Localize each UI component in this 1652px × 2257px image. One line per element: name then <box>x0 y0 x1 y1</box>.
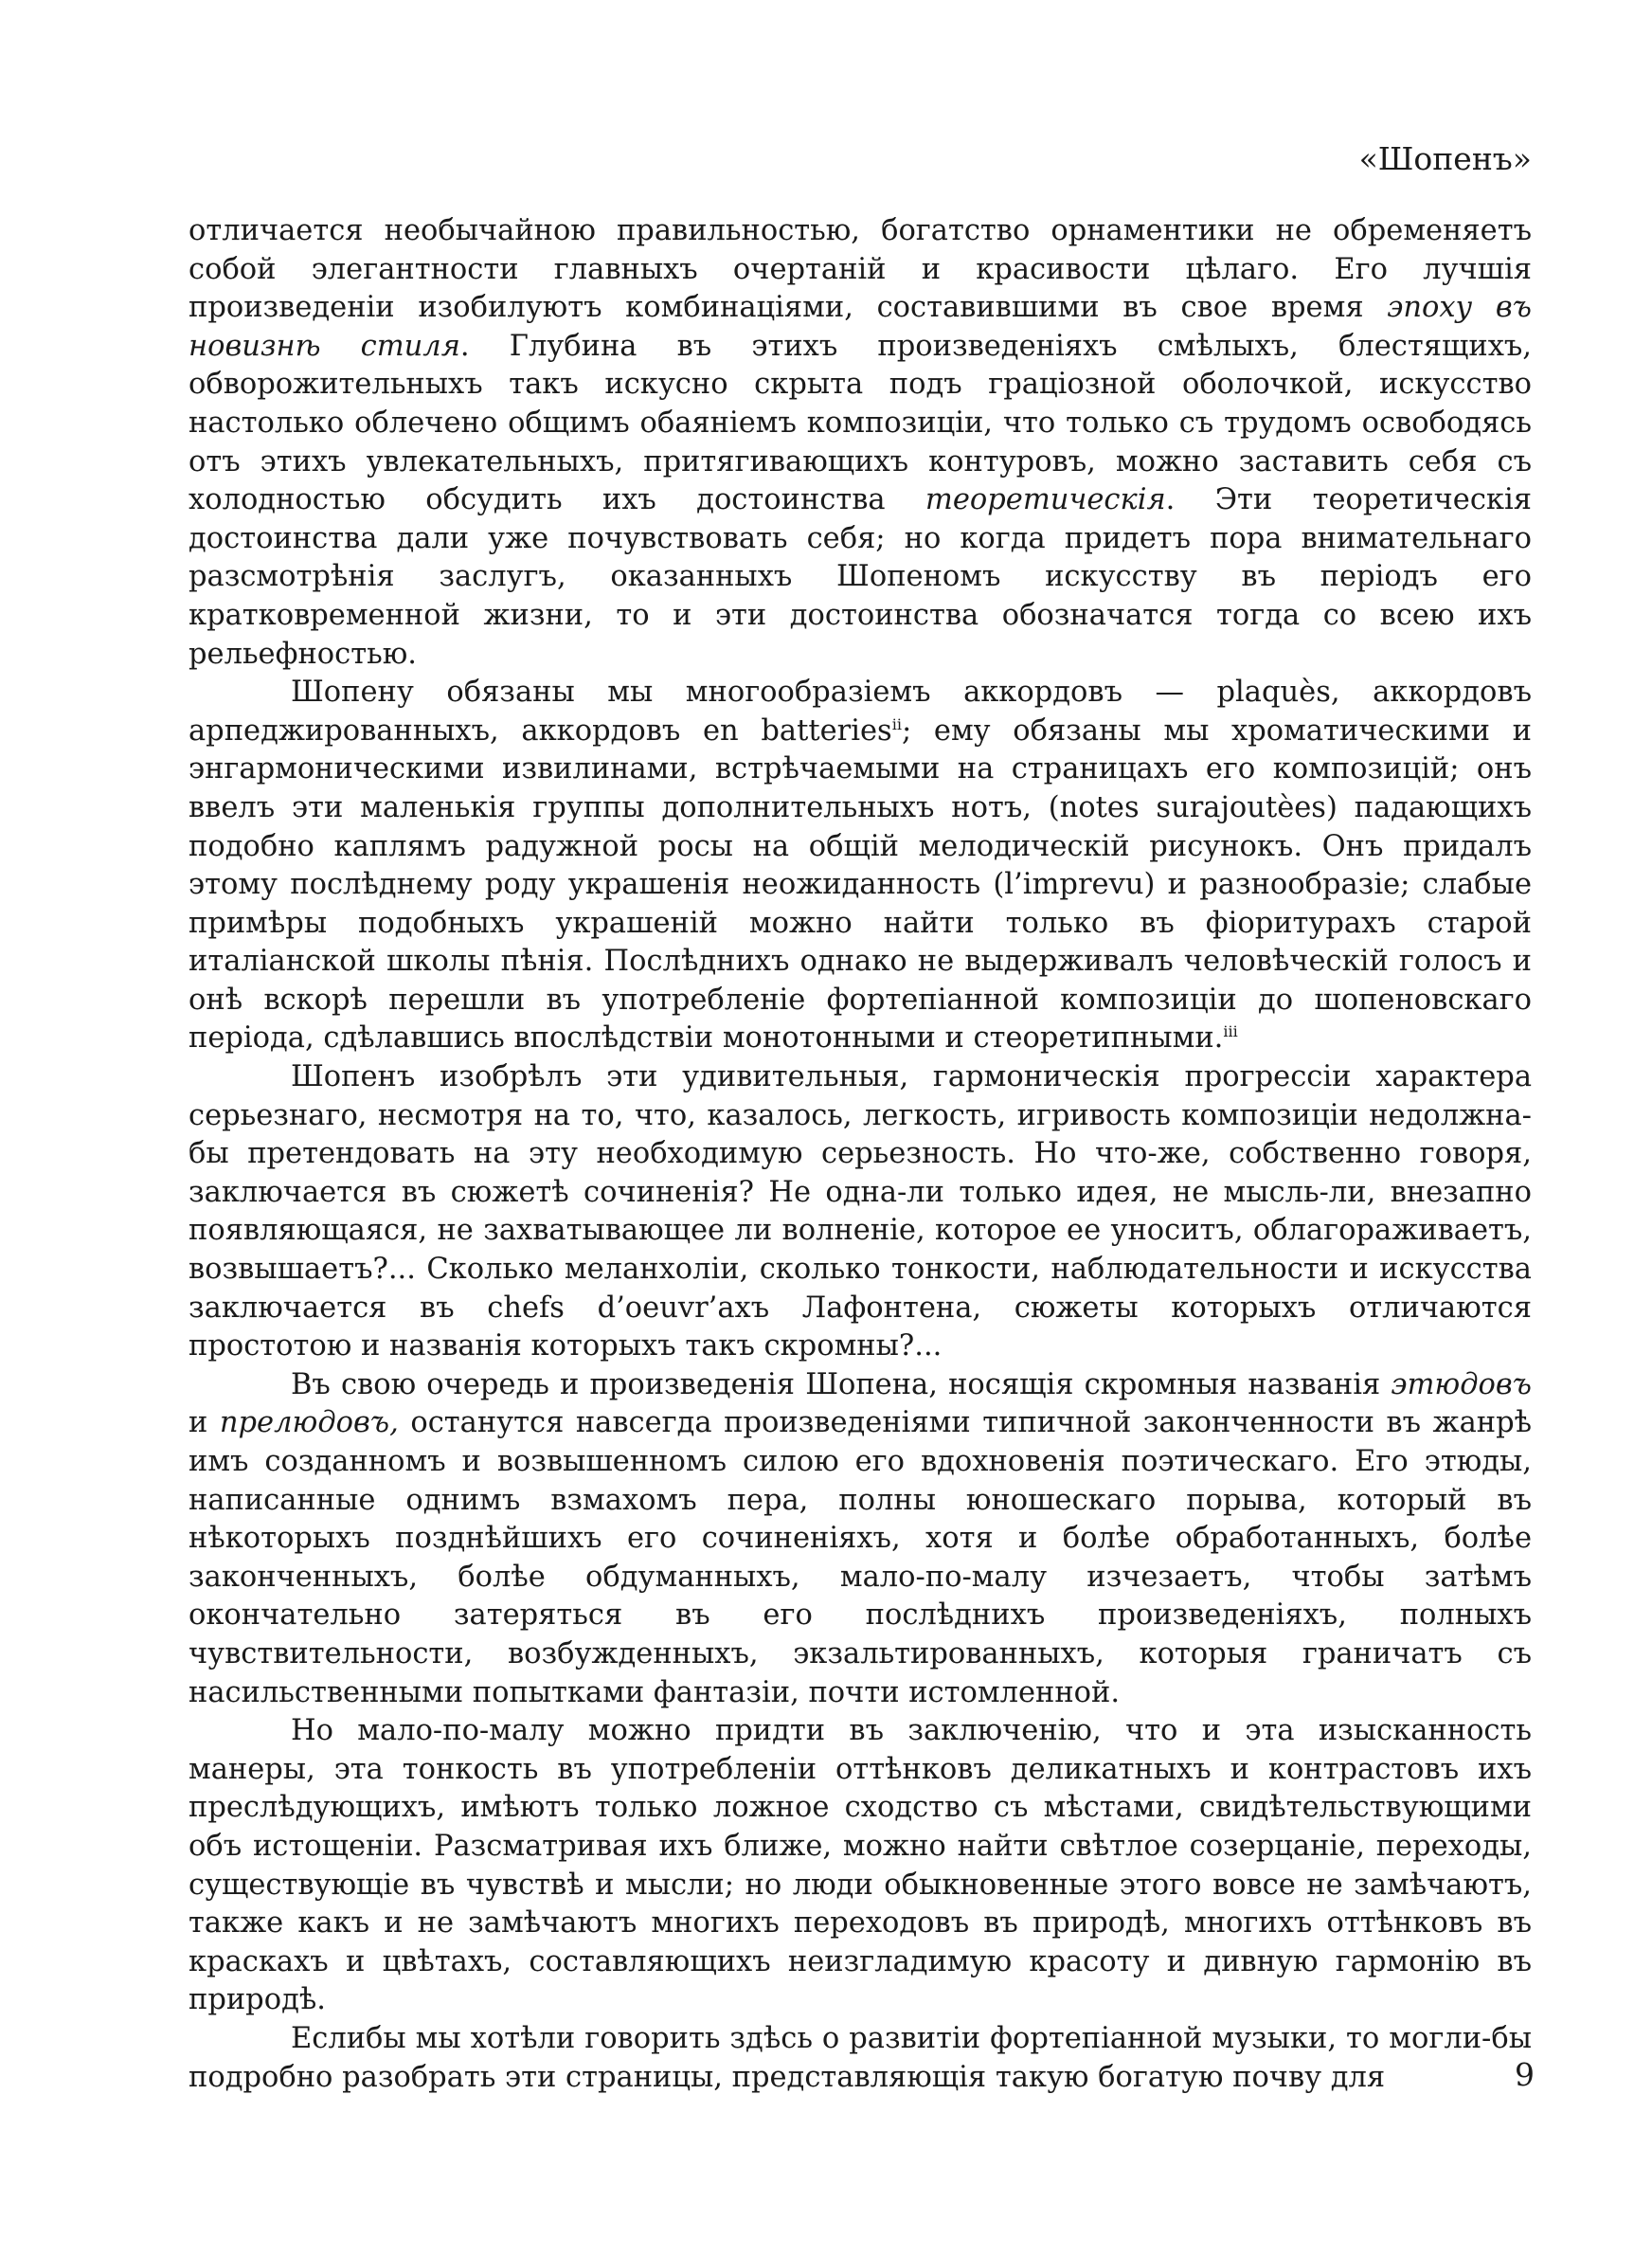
footnote-ref[interactable]: iii <box>1223 1022 1238 1041</box>
italic-phrase: эпоху въ новизнѣ стиля <box>189 291 1532 363</box>
italic-phrase: прелюдовъ, <box>219 1406 399 1440</box>
page-number: 9 <box>1515 2056 1535 2093</box>
footnote-ref[interactable]: ii <box>891 714 902 733</box>
paragraph: Но мало-по-малу можно придти въ заключенію, что и эта изысканность манеры, эта тонкость въ употребленіи оттѣнковъ деликатныхъ и контрастовъ ихъ преслѣдующихъ, имѣютъ только ложное сходство съ мѣстами, свидѣтельствующими объ истощеніи. Разсматривая ихъ ближе, можно найти свѣтлое созерцаніе, переходы, существующіе въ чувствѣ и мысли; но люди обыкновенные этого вовсе не замѣчаютъ, также какъ и не замѣчаютъ многихъ переходовъ въ природѣ, многихъ оттѣнковъ въ краскахъ и цвѣтахъ, составляющихъ неизгладимую красоту и дивную гармонію въ природѣ. <box>189 1714 1532 2017</box>
paragraph: Шопену обязаны мы многообразіемъ аккордовъ — plaquès, аккордовъ арпеджированныхъ, аккордовъ en batteries$^{ii}$; ему обязаны мы хроматическими и энгармоническими извилинами, встрѣчаемыми на страницахъ его композицій; онъ ввелъ эти маленькія группы дополнительныхъ нотъ, (notes surajoutèes) падающихъ подобно каплямъ радужной росы на общій мелодическій рисунокъ. Онъ придалъ этому послѣднему роду украшенія неожиданность (l’imprevu) и разнообразіе; слабые примѣры подобныхъ украшеній можно найти только въ фіоритурахъ старой италіанской школы пѣнія. Послѣднихъ однако не выдерживалъ человѣческій голосъ и онѣ вскорѣ перешли въ употребленіе фортепіанной композиціи до шопеновскаго періода, сдѣлавшись впослѣдствіи монотонными и стеоретипными.$^{iii}$ <box>189 676 1533 1056</box>
paragraph: Въ свою очередь и произведенія Шопена, носящія скромныя названія этюдовъ и прелюдовъ, останутся навсегда произведеніями типичной законченности въ жанрѣ имъ созданномъ и возвышенномъ силою его вдохновенія поэтическаго. Его этюды, написанные однимъ взмахомъ пера, полны юношескаго порыва, который въ нѣкоторыхъ позднѣйшихъ его сочиненіяхъ, хотя и болѣе обработанныхъ, болѣе законченныхъ, болѣе обдуманныхъ, мало-по-малу изчезаетъ, чтобы затѣмъ окончательно затеряться въ его послѣднихъ произведеніяхъ, полныхъ чувствительности, возбужденныхъ, экзальтированныхъ, которыя граничатъ съ насильственными попытками фантазіи, почти истомленной. <box>189 1367 1532 1709</box>
paragraph: Шопенъ изобрѣлъ эти удивительныя, гармоническія прогрессіи характера серьезнаго, несмотря на то, что, казалось, легкость, игривость композиціи недолжна-бы претендовать на эту необходимую серьезность. Но что-же, собственно говоря, заключается въ сюжетѣ сочиненія? Не одна-ли только идея, не мысль-ли, внезапно появляющаяся, не захватывающее ли волненіе, которое ее уноситъ, облагораживаетъ, возвышаетъ?... Сколько меланхоліи, сколько тонкости, наблюдательности и искусства заключается въ chefs d’oeuvr’ахъ Лафонтена, сюжеты которыхъ отличаются простотою и названія которыхъ такъ скромны?... <box>189 1060 1532 1363</box>
italic-phrase: теоретическія <box>925 483 1166 517</box>
body-text <box>189 212 1532 2097</box>
italic-phrase: этюдовъ <box>1391 1367 1532 1401</box>
running-header: «Шопенъ» <box>1358 140 1532 177</box>
paragraph: отличается необычайною правильностью, богатство орнаментики не обременяетъ собой элегантности главныхъ очертаній и красивости цѣлаго. Его лучшія произведеніи изобилуютъ комбинаціями, составившими въ свое время эпоху въ новизнѣ стиля. Глубина въ этихъ произведеніяхъ смѣлыхъ, блестящихъ, обворожительныхъ такъ искусно скрыта подъ граціозной оболочкой, искусство настолько облечено общимъ обаяніемъ композиціи, что только съ трудомъ освободясь отъ этихъ увлекательныхъ, притягивающихъ контуровъ, можно заставить себя съ холодностью обсудить ихъ достоинства теоретическія. Эти теоретическія достоинства дали уже почувствовать себя; но когда придетъ пора внимательнаго разсмотрѣнія заслугъ, оказанныхъ Шопеномъ искусству въ періодъ его кратковременной жизни, то и эти достоинства обозначатся тогда со всею ихъ рельефностью. <box>189 214 1532 671</box>
paragraph: Еслибы мы хотѣли говорить здѣсь о развитіи фортепіанной музыки, то могли-бы подробно разобрать эти страницы, представляющія такую богатую почву для <box>189 2021 1532 2094</box>
